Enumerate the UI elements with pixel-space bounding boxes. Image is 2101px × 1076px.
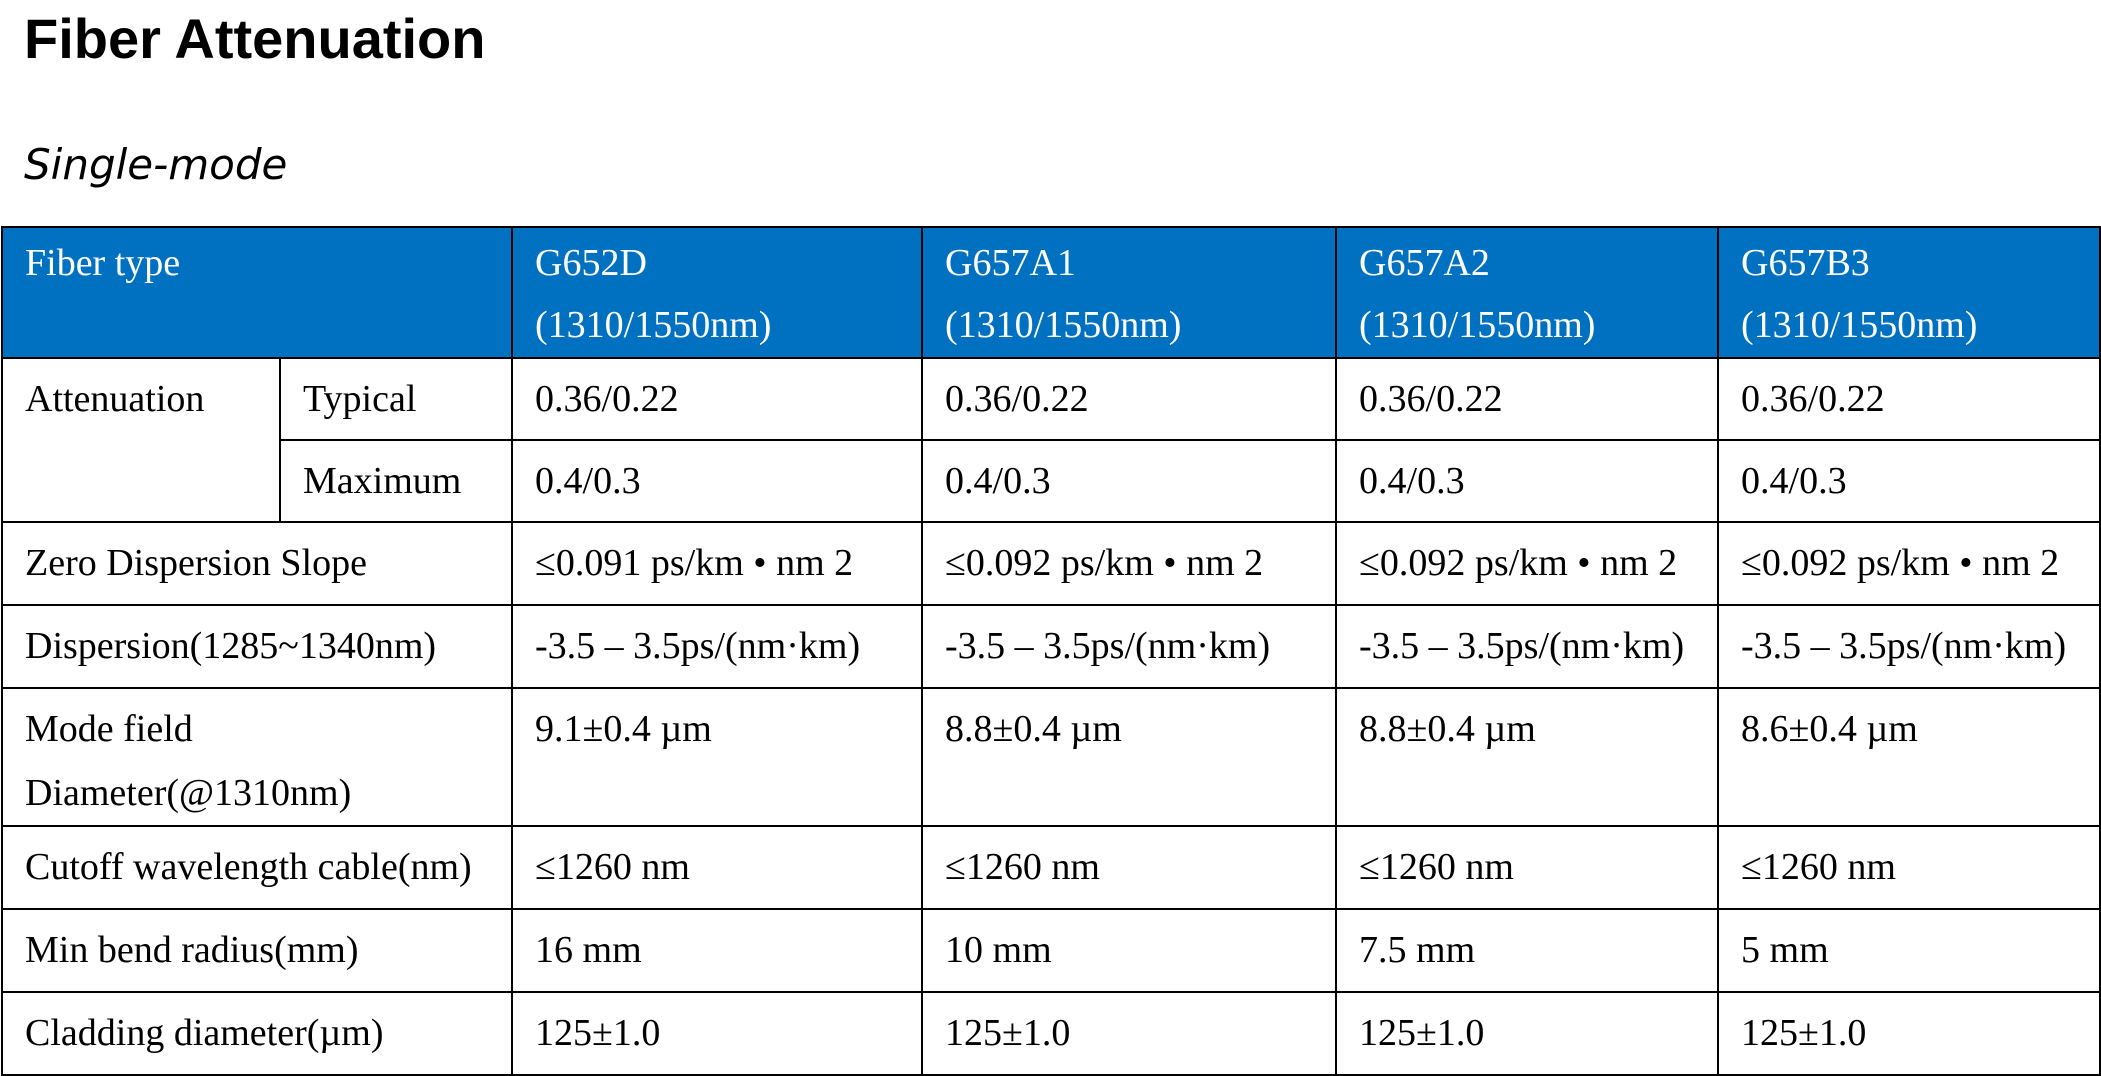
- table-cell: ≤0.092 ps/km • nm 2: [1336, 522, 1718, 605]
- row-label: Zero Dispersion Slope: [2, 522, 512, 605]
- header-column: [512, 227, 922, 358]
- table-cell: 0.4/0.3: [1336, 440, 1718, 522]
- table-cell: 10 mm: [922, 909, 1336, 992]
- header-fiber-type: Fiber type: [2, 227, 512, 358]
- header-column: [1718, 227, 2100, 358]
- header-column-wavelength: (1310/1550nm): [945, 304, 1182, 346]
- header-column-wavelength: (1310/1550nm): [1359, 304, 1596, 346]
- table-cell: 7.5 mm: [1336, 909, 1718, 992]
- header-column-name: G657A2: [1359, 242, 1490, 284]
- row-label-attenuation: Attenuation: [2, 358, 280, 522]
- table-cell: ≤1260 nm: [922, 826, 1336, 909]
- table-cell: 0.36/0.22: [1718, 358, 2100, 440]
- table-cell: ≤1260 nm: [1718, 826, 2100, 909]
- table-cell: -3.5 – 3.5ps/(nm·km): [922, 605, 1336, 688]
- table-cell: 0.4/0.3: [512, 440, 922, 522]
- table-cell: 8.6±0.4 µm: [1718, 688, 2100, 826]
- table-cell: 125±1.0: [922, 992, 1336, 1075]
- table-cell: 125±1.0: [1336, 992, 1718, 1075]
- header-column-name: G652D: [535, 242, 647, 284]
- table-cell: 0.36/0.22: [922, 358, 1336, 440]
- table-row: [2, 688, 2100, 826]
- header-column-wavelength: (1310/1550nm): [1741, 304, 1978, 346]
- header-column-name: G657B3: [1741, 242, 1870, 284]
- table-row: [2, 358, 2100, 440]
- table-cell: 0.4/0.3: [1718, 440, 2100, 522]
- table-cell: 125±1.0: [1718, 992, 2100, 1075]
- fiber-spec-table: [1, 226, 2101, 1076]
- table-cell: 8.8±0.4 µm: [922, 688, 1336, 826]
- table-cell: -3.5 – 3.5ps/(nm·km): [1718, 605, 2100, 688]
- table-cell: -3.5 – 3.5ps/(nm·km): [1336, 605, 1718, 688]
- table-cell: 5 mm: [1718, 909, 2100, 992]
- row-label: Cutoff wavelength cable(nm): [2, 826, 512, 909]
- row-label: Mode field Diameter(@1310nm): [2, 688, 512, 826]
- table-cell: 0.36/0.22: [1336, 358, 1718, 440]
- row-label: Min bend radius(mm): [2, 909, 512, 992]
- table-cell: 9.1±0.4 µm: [512, 688, 922, 826]
- sub-label-maximum: Maximum: [280, 440, 512, 522]
- table-cell: 125±1.0: [512, 992, 922, 1075]
- header-column: [922, 227, 1336, 358]
- table-cell: 0.36/0.22: [512, 358, 922, 440]
- table-row: [2, 826, 2100, 909]
- header-column-name: G657A1: [945, 242, 1076, 284]
- table-row: [2, 909, 2100, 992]
- table-row: [2, 522, 2100, 605]
- table-cell: ≤1260 nm: [1336, 826, 1718, 909]
- table-header-row: [2, 227, 2100, 358]
- header-column-wavelength: (1310/1550nm): [535, 304, 772, 346]
- table-cell: ≤1260 nm: [512, 826, 922, 909]
- section-subtitle: Single-mode: [24, 140, 288, 189]
- table-row: [2, 605, 2100, 688]
- table-cell: 8.8±0.4 µm: [1336, 688, 1718, 826]
- row-label: Cladding diameter(µm): [2, 992, 512, 1075]
- sub-label-typical: Typical: [280, 358, 512, 440]
- row-label: Dispersion(1285~1340nm): [2, 605, 512, 688]
- table-cell: ≤0.091 ps/km • nm 2: [512, 522, 922, 605]
- table-cell: 0.4/0.3: [922, 440, 1336, 522]
- page-title: Fiber Attenuation: [24, 7, 486, 70]
- table-cell: ≤0.092 ps/km • nm 2: [922, 522, 1336, 605]
- table-row: [2, 440, 2100, 522]
- table-row: [2, 992, 2100, 1075]
- table-cell: -3.5 – 3.5ps/(nm·km): [512, 605, 922, 688]
- table-cell: ≤0.092 ps/km • nm 2: [1718, 522, 2100, 605]
- header-column: [1336, 227, 1718, 358]
- table-cell: 16 mm: [512, 909, 922, 992]
